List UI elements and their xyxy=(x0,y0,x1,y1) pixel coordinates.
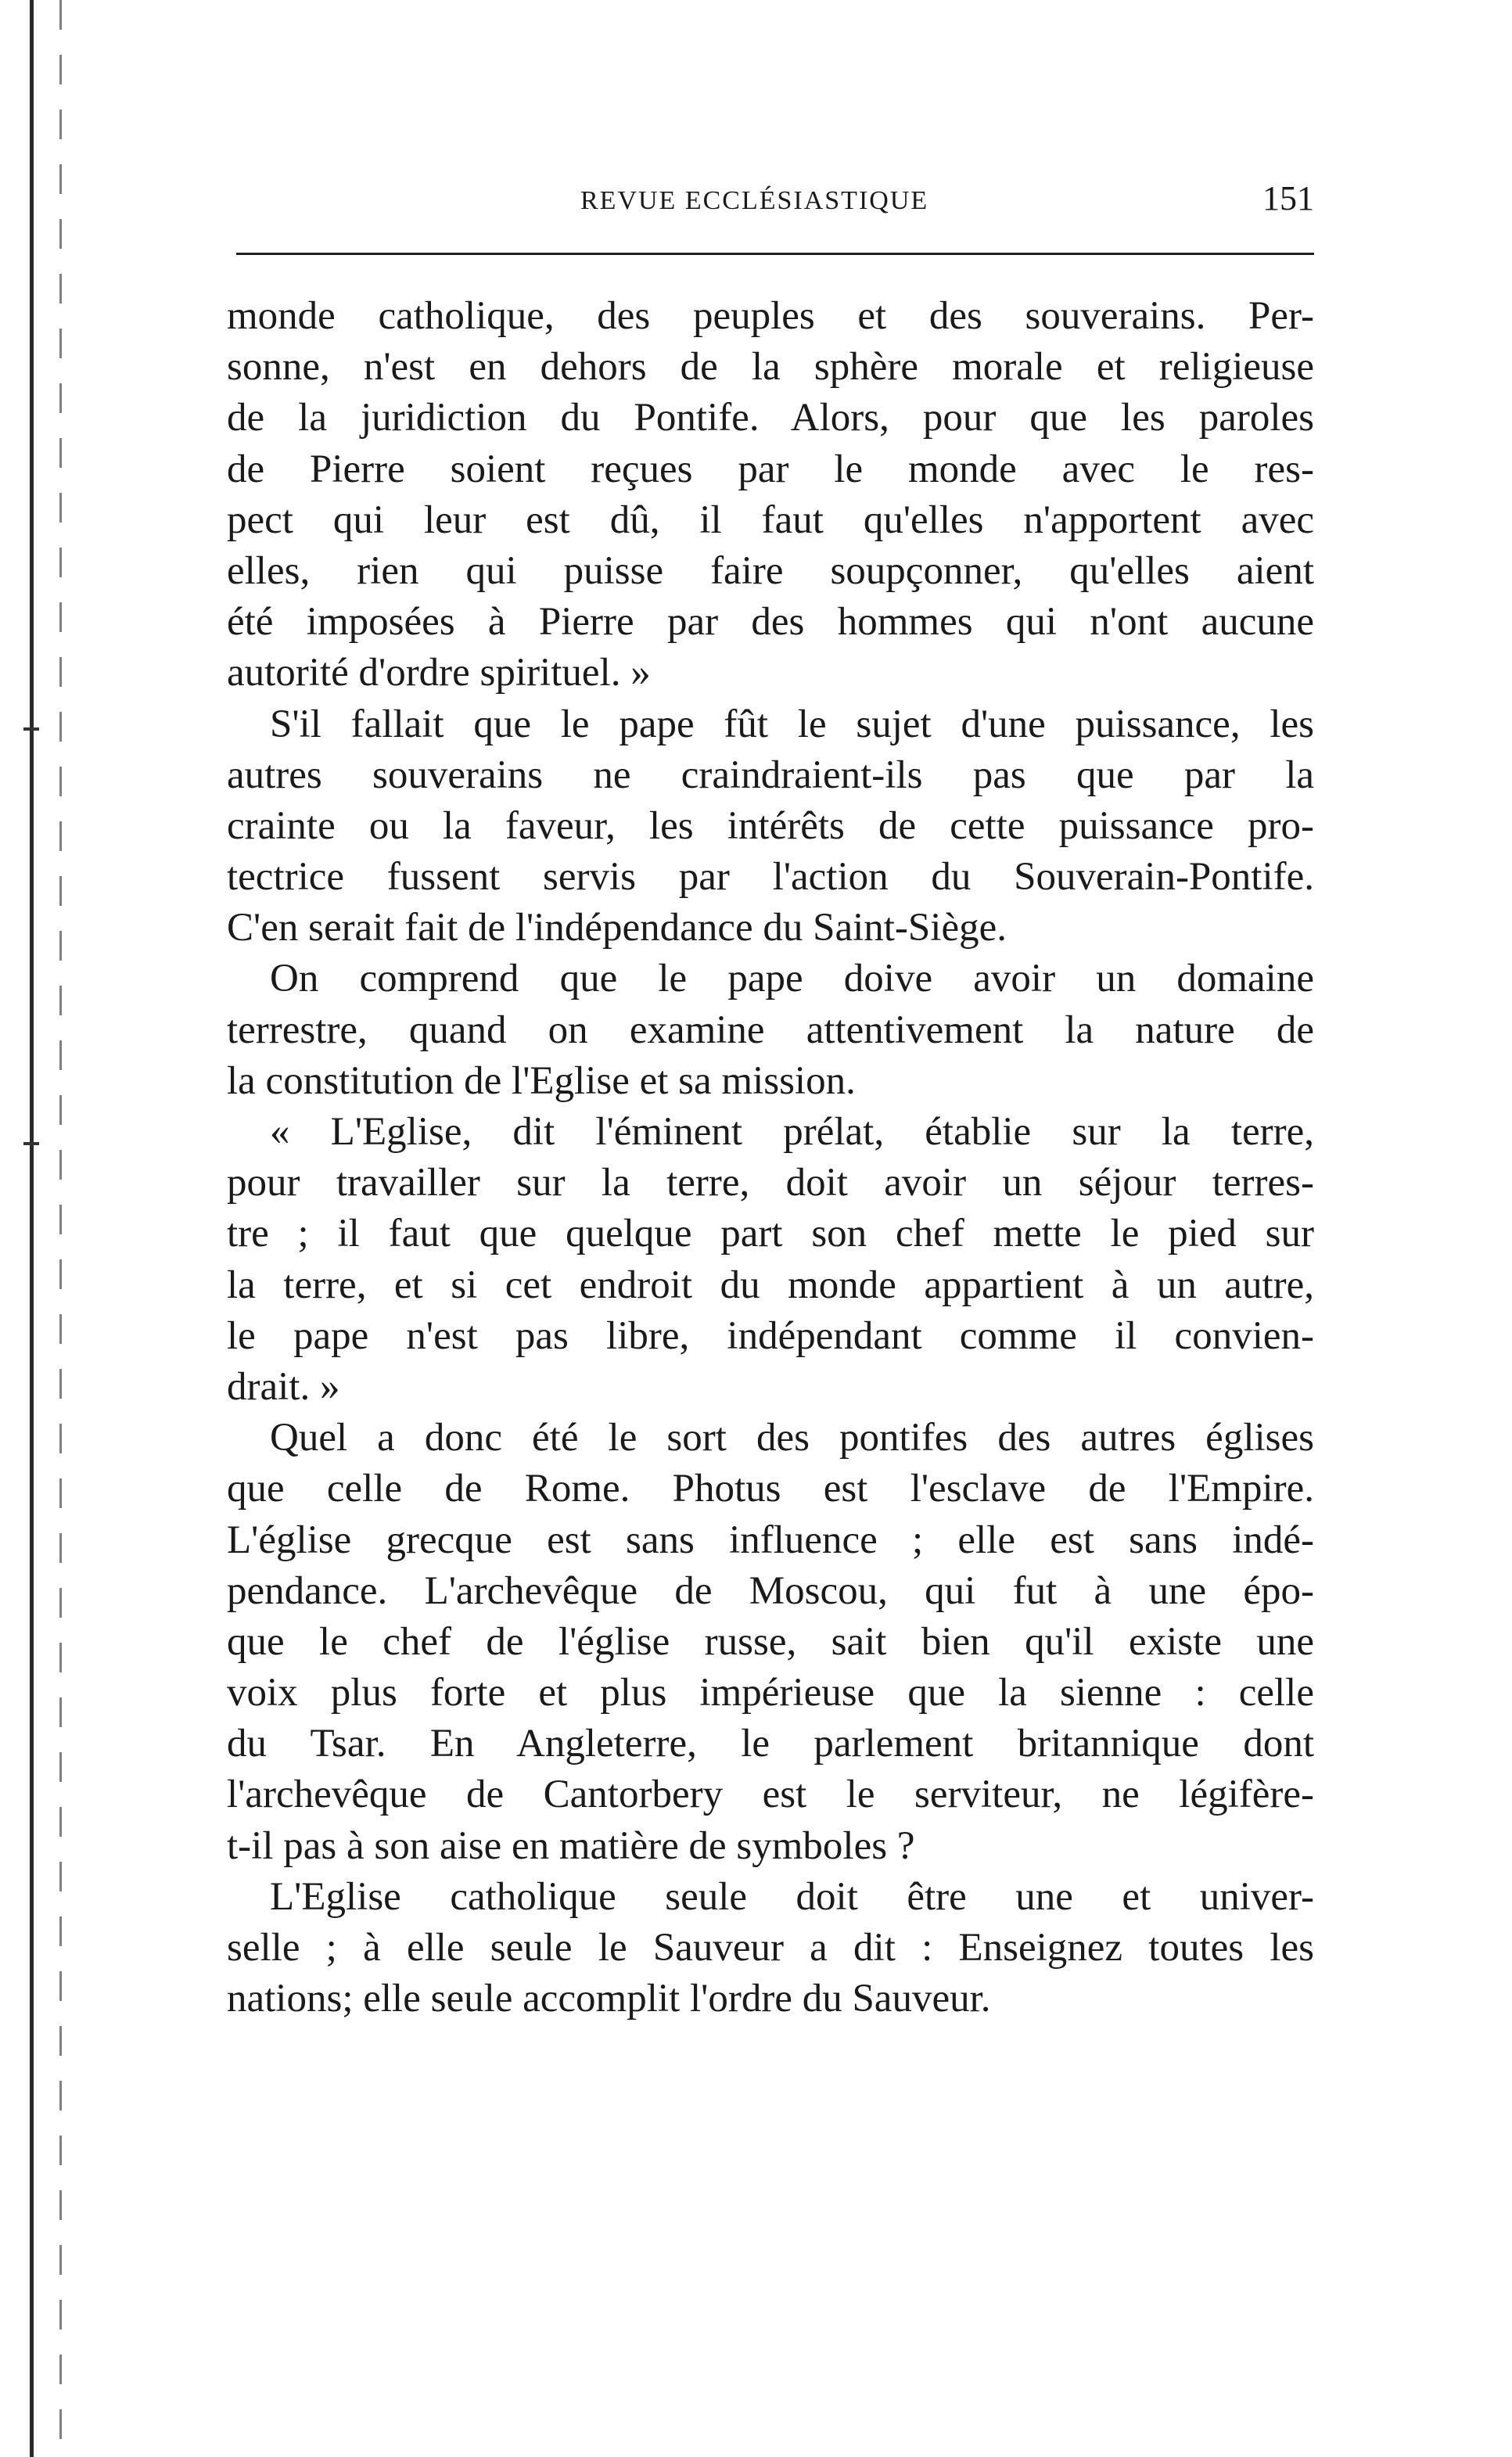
text-line: du Tsar. En Angleterre, le parlement britannique dont xyxy=(227,1722,1314,1766)
text-line: L'église grecque est sans influence ; elle est sans indé- xyxy=(227,1518,1314,1562)
text-line: de la juridiction du Pontife. Alors, pour que les paroles xyxy=(227,396,1314,440)
text-line: été imposées à Pierre par des hommes qui n'ont aucune xyxy=(227,600,1314,645)
binding-edge-dashes xyxy=(59,0,62,2457)
page-number: 151 xyxy=(1262,179,1314,217)
text-line: autres souverains ne craindraient-ils pas que par la xyxy=(227,753,1314,797)
text-line: C'en serait fait de l'indépendance du Saint-Siège. xyxy=(227,906,1007,950)
margin-tick xyxy=(23,727,39,731)
text-line: que le chef de l'église russe, sait bien qu'il existe une xyxy=(227,1619,1314,1664)
text-line: selle ; à elle seule le Sauveur a dit : Enseignez toutes les xyxy=(227,1926,1314,1970)
text-line: l'archevêque de Cantorbery est le serviteur, ne légifère- xyxy=(227,1773,1314,1817)
text-line: autorité d'ordre spirituel. » xyxy=(227,651,651,695)
text-line: t-il pas à son aise en matière de symboles ? xyxy=(227,1823,915,1868)
binding-edge-line xyxy=(30,0,34,2457)
text-line: nations; elle seule accomplit l'ordre du Sauveur. xyxy=(227,1977,991,2021)
text-line: pour travailler sur la terre, doit avoir un séjour terres- xyxy=(227,1161,1314,1205)
text-line: crainte ou la faveur, les intérêts de cette puissance pro- xyxy=(227,803,1314,848)
text-line: pect qui leur est dû, il faut qu'elles n'apportent avec xyxy=(227,498,1314,542)
text-line: de Pierre soient reçues par le monde avec le res- xyxy=(227,447,1314,491)
text-line: elles, rien qui puisse faire soupçonner, qu'elles aient xyxy=(227,548,1314,593)
text-line: S'il fallait que le pape fût le sujet d'une puissance, les xyxy=(270,702,1314,746)
text-line: pendance. L'archevêque de Moscou, qui fut à une épo- xyxy=(227,1568,1314,1613)
text-line: que celle de Rome. Photus est l'esclave de l'Empire. xyxy=(227,1467,1314,1511)
text-line: tre ; il faut que quelque part son chef mette le pied sur xyxy=(227,1212,1314,1256)
body-text xyxy=(227,291,1314,2024)
text-line: L'Eglise catholique seule doit être une et univer- xyxy=(270,1874,1314,1919)
text-line: tectrice fussent servis par l'action du Souverain-Pontife. xyxy=(227,855,1314,900)
running-head: REVUE ECCLÉSIASTIQUE xyxy=(580,186,929,215)
text-line: drait. » xyxy=(227,1364,340,1409)
text-line: monde catholique, des peuples et des souverains. Per- xyxy=(227,294,1314,338)
text-line: la terre, et si cet endroit du monde appartient à un autre, xyxy=(227,1263,1314,1307)
text-line: la constitution de l'Eglise et sa mission. xyxy=(227,1058,856,1103)
text-line: le pape n'est pas libre, indépendant comme il convien- xyxy=(227,1313,1314,1358)
header-rule xyxy=(236,253,1314,255)
text-line: Quel a donc été le sort des pontifes des autres églises xyxy=(270,1416,1314,1460)
text-line: On comprend que le pape doive avoir un domaine xyxy=(270,957,1314,1001)
text-line: « L'Eglise, dit l'éminent prélat, établie sur la terre, xyxy=(270,1110,1314,1154)
text-line: terrestre, quand on examine attentivement la nature de xyxy=(227,1008,1314,1052)
page-header xyxy=(227,178,1314,225)
text-line: voix plus forte et plus impérieuse que la sienne : celle xyxy=(227,1671,1314,1715)
text-line: sonne, n'est en dehors de la sphère morale et religieuse xyxy=(227,345,1314,390)
margin-tick xyxy=(23,1142,39,1145)
